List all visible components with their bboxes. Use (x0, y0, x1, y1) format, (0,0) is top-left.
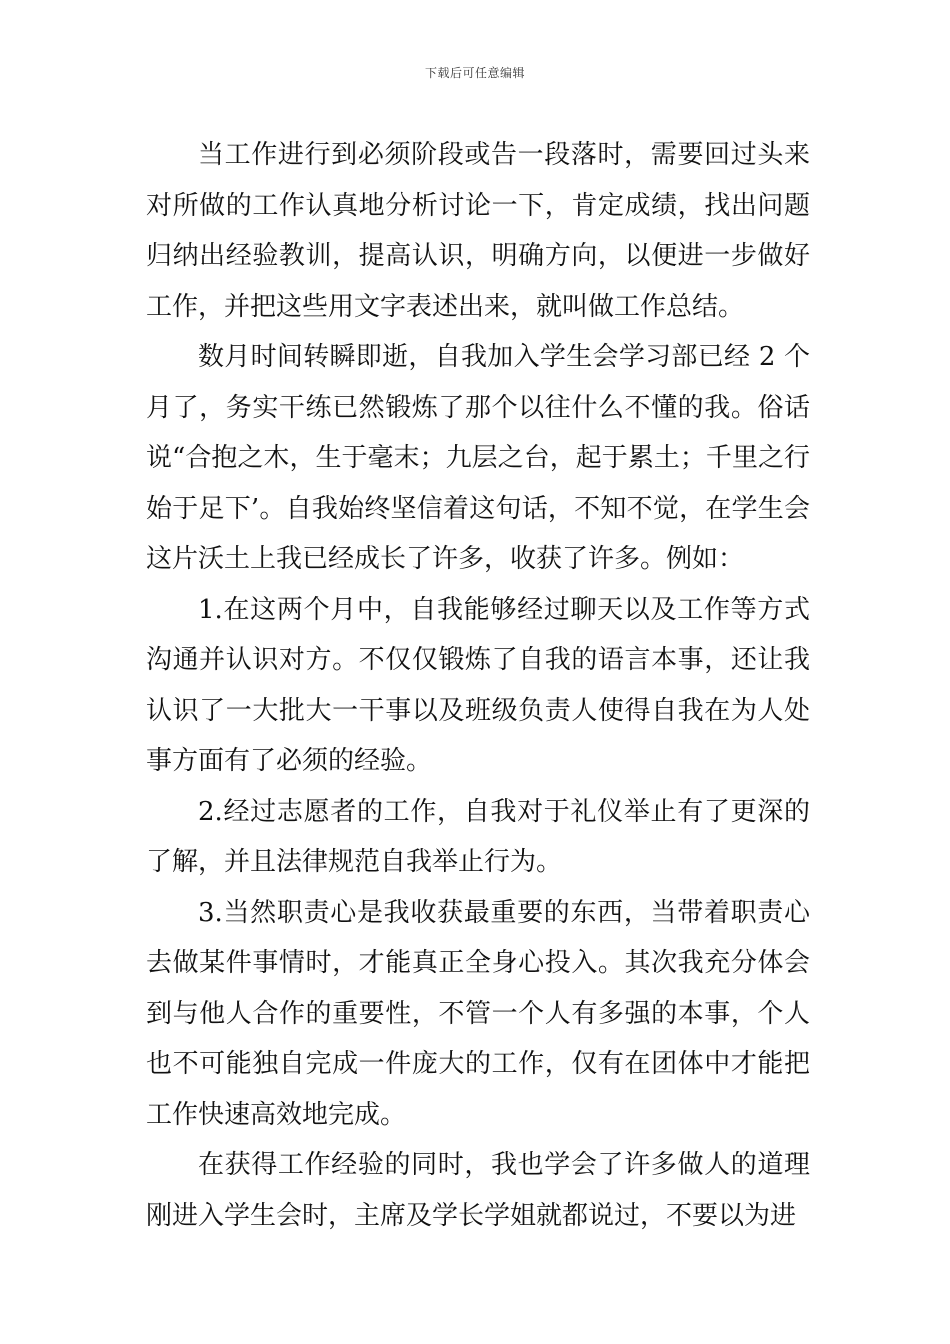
paragraph-life-lessons: 在获得工作经验的同时，我也学会了许多做人的道理刚进入学生会时，主席及学长学姐就都说过，不要以为进 (146, 1150, 810, 1231)
paragraph-work-summary-definition: 当工作进行到必须阶段或告一段落时，需要回过头来对所做的工作认真地分析讨论一下，肯定成绩，找出问题归纳出经验教训，提高认识，明确方向，以便进一步做好工作，并把这些用文字表述出来，就叫做工作总结。 (146, 140, 810, 322)
paragraph-item-3: 3.当然职责心是我收获最重要的东西，当带着职责心去做某件事情时，才能真正全身心投入。其次我充分体会到与他人合作的重要性，不管一个人有多强的本事，个人也不可能独自完成一件庞大的工作，仅有在团体中才能把工作快速高效地完成。 (146, 897, 810, 1130)
paragraph-item-2: 2.经过志愿者的工作，自我对于礼仪举止有了更深的了解，并且法律规范自我举止行为。 (146, 796, 810, 877)
paragraph-item-1: 1.在这两个月中，自我能够经过聊天以及工作等方式沟通并认识对方。不仅仅锻炼了自我的语言本事，还让我认识了一大批大一干事以及班级负责人使得自我在为人处事方面有了必须的经验。 (146, 594, 810, 776)
page-header-note: 下载后可任意编辑 (424, 66, 525, 80)
document-body (146, 130, 810, 1241)
paragraph-months-in-study-department: 数月时间转瞬即逝，自我加入学生会学习部已经 2 个月了，务实干练已然锻炼了那个以往什么不懂的我。俗话说“合抱之木，生于毫末；九层之台，起于累土；千里之行始于足下’。自我始终坚信着这句话，不知不觉，在学生会这片沃土上我已经成长了许多，收获了许多。例如： (146, 342, 810, 574)
